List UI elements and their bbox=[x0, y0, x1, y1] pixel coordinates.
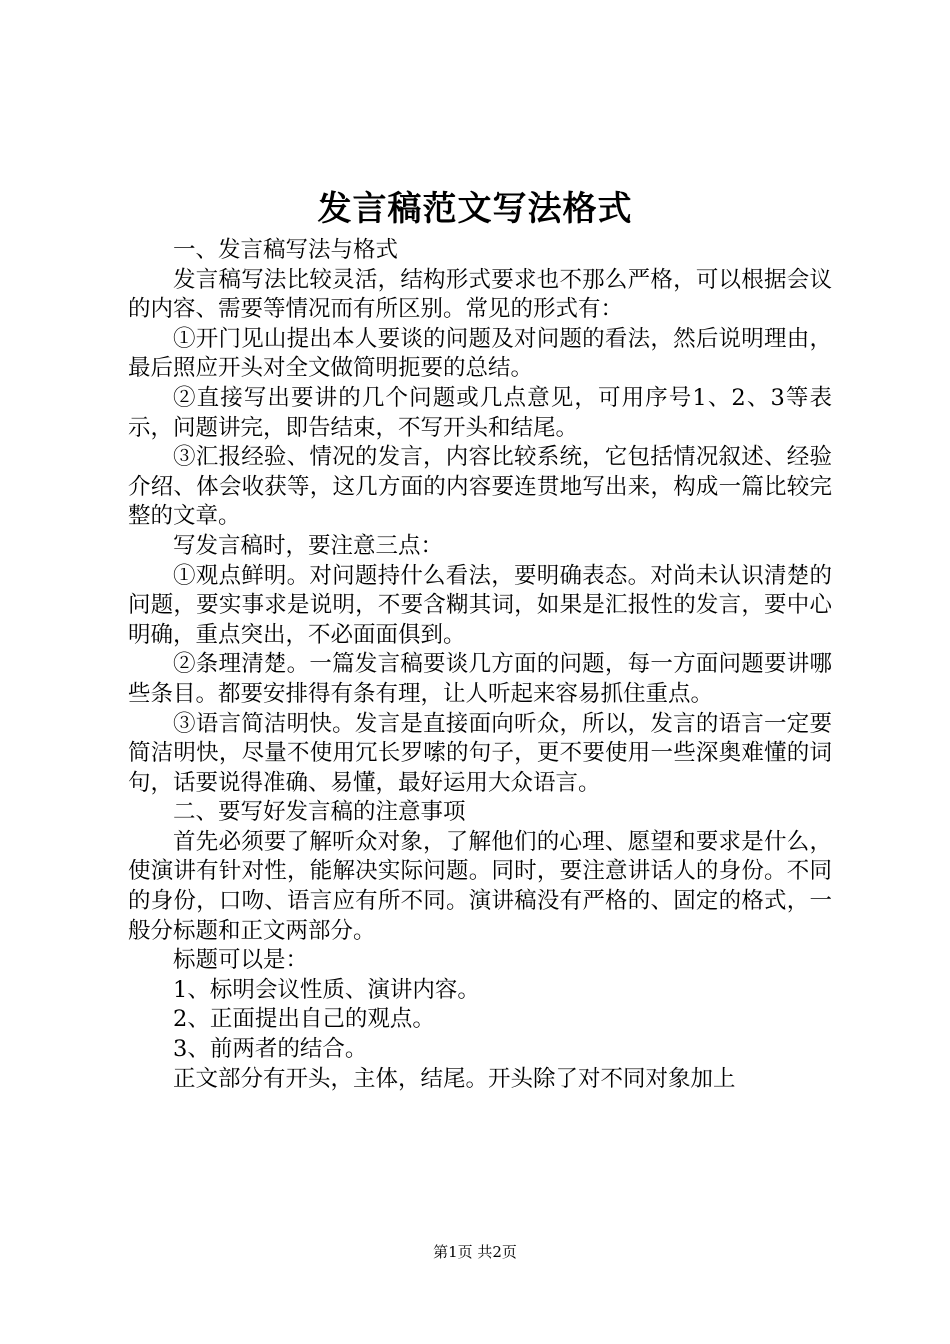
paragraph-audience: 首先必须要了解听众对象，了解他们的心理、愿望和要求是什么，使演讲有针对性，能解决实际问题。同时，要注意讲话人的身份。不同的身份，口吻、语言应有所不同。演讲稿没有严格的、固定的格式，一般分标题和正文两部分。 bbox=[128, 828, 832, 944]
paragraph-note-2: ②条理清楚。一篇发言稿要谈几方面的问题，每一方面问题要讲哪些条目。都要安排得有条有理，让人听起来容易抓住重点。 bbox=[128, 651, 832, 707]
paragraph-notes-lead: 写发言稿时，要注意三点： bbox=[173, 532, 444, 559]
list-item-title-1: 1、标明会议性质、演讲内容。 bbox=[173, 976, 480, 1003]
page-title: 发言稿范文写法格式 bbox=[317, 189, 633, 229]
paragraph-note-3: ③语言简洁明快。发言是直接面向听众，所以，发言的语言一定要简洁明快，尽量不使用冗长罗嗦的句子，更不要使用一些深奥难懂的词句，话要说得准确、易懂，最好运用大众语言。 bbox=[128, 710, 832, 796]
paragraph-form-2: ②直接写出要讲的几个问题或几点意见，可用序号1、2、3等表示，问题讲完，即告结束，不写开头和结尾。 bbox=[128, 384, 832, 441]
list-item-title-2: 2、正面提出自己的观点。 bbox=[173, 1006, 435, 1033]
paragraph-intro: 发言稿写法比较灵活，结构形式要求也不那么严格，可以根据会议的内容、需要等情况而有所区别。常见的形式有： bbox=[128, 266, 832, 323]
paragraph-form-1: ①开门见山提出本人要谈的问题及对问题的看法，然后说明理由，最后照应开头对全文做简明扼要的总结。 bbox=[128, 325, 832, 382]
page-number: 第1页 共2页 bbox=[433, 1243, 517, 1261]
paragraph-form-3: ③汇报经验、情况的发言，内容比较系统，它包括情况叙述、经验介绍、体会收获等，这几方面的内容要连贯地写出来，构成一篇比较完整的文章。 bbox=[128, 444, 832, 530]
paragraph-body-structure: 正文部分有开头，主体，结尾。开头除了对不同对象加上 bbox=[173, 1065, 736, 1092]
paragraph-note-1: ①观点鲜明。对问题持什么看法，要明确表态。对尚未认识清楚的问题，要实事求是说明，不要含糊其词，如果是汇报性的发言，要中心明确，重点突出，不必面面俱到。 bbox=[128, 562, 832, 648]
section-heading-1: 一、发言稿写法与格式 bbox=[173, 237, 399, 263]
list-item-title-3: 3、前两者的结合。 bbox=[173, 1036, 368, 1063]
section-heading-2: 二、要写好发言稿的注意事项 bbox=[173, 799, 466, 826]
paragraph-title-lead: 标题可以是： bbox=[173, 947, 309, 974]
document-body bbox=[128, 236, 832, 1094]
